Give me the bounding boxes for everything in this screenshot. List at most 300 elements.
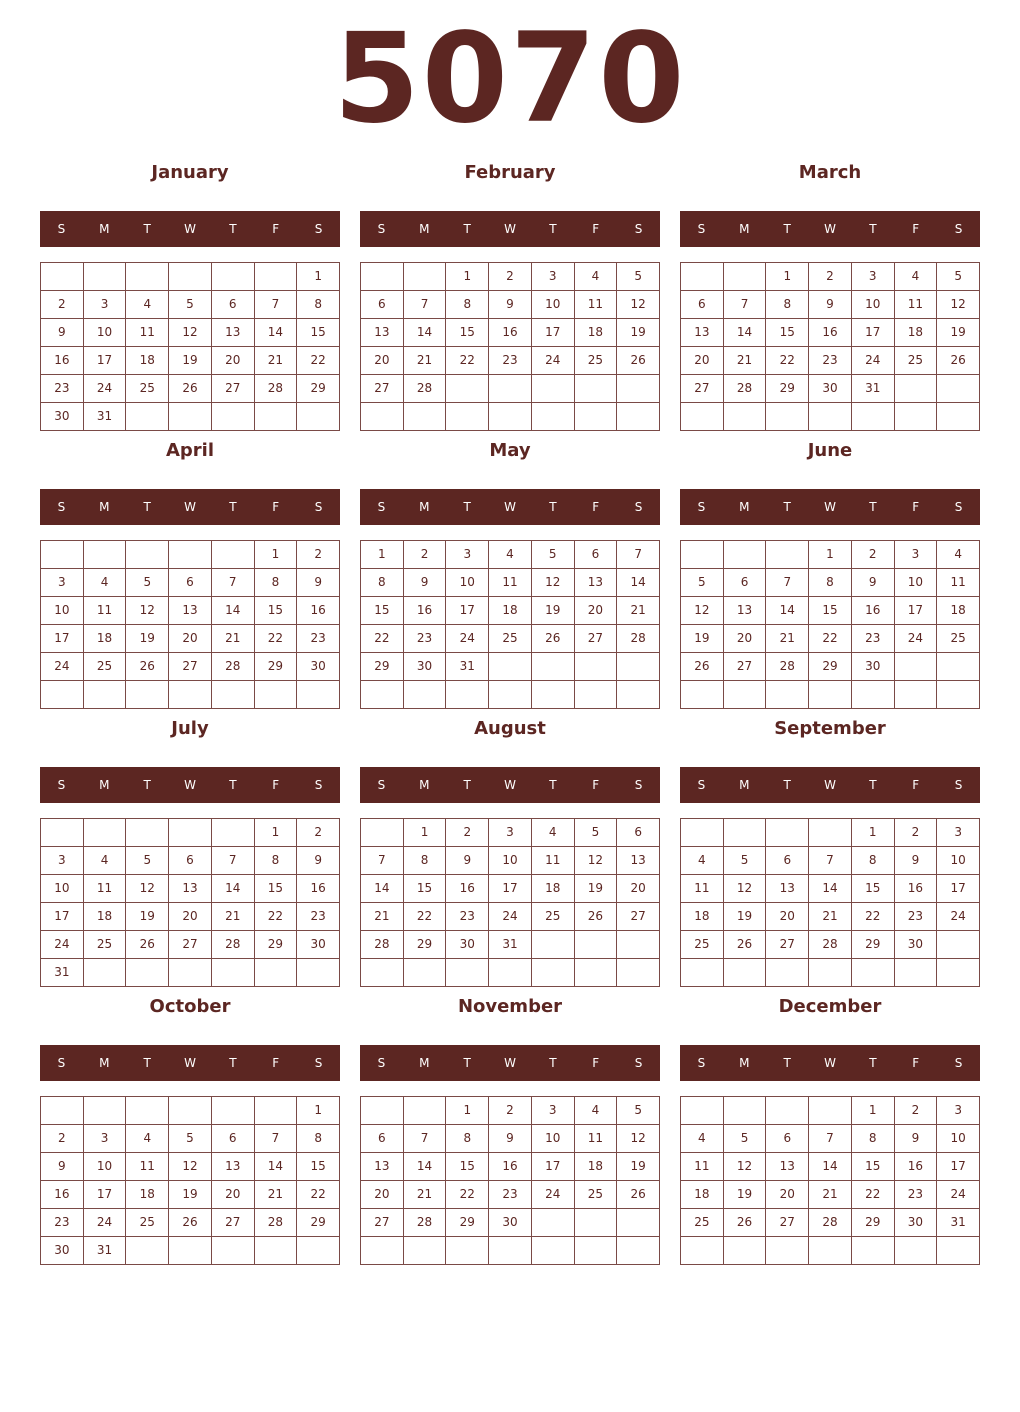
day-cell[interactable]: 22 [852, 1181, 895, 1209]
day-cell[interactable]: 14 [809, 1153, 852, 1181]
day-cell[interactable]: 2 [852, 541, 895, 569]
day-cell[interactable]: 1 [404, 819, 447, 847]
day-cell[interactable]: 6 [617, 819, 660, 847]
day-cell[interactable]: 26 [126, 653, 169, 681]
day-cell[interactable]: 10 [41, 597, 84, 625]
day-cell[interactable]: 3 [489, 819, 532, 847]
day-cell[interactable]: 15 [297, 1153, 340, 1181]
day-cell[interactable]: 26 [617, 1181, 660, 1209]
day-cell[interactable]: 18 [937, 597, 980, 625]
day-cell[interactable]: 25 [681, 931, 724, 959]
day-cell[interactable]: 7 [809, 1125, 852, 1153]
day-cell[interactable]: 28 [724, 375, 767, 403]
day-cell[interactable]: 8 [446, 1125, 489, 1153]
day-cell[interactable]: 19 [617, 1153, 660, 1181]
day-cell[interactable]: 30 [489, 1209, 532, 1237]
day-cell[interactable]: 11 [575, 291, 618, 319]
day-cell[interactable]: 24 [84, 1209, 127, 1237]
day-cell[interactable]: 30 [852, 653, 895, 681]
day-cell[interactable]: 3 [41, 569, 84, 597]
day-cell[interactable]: 12 [681, 597, 724, 625]
day-cell[interactable]: 29 [404, 931, 447, 959]
day-cell[interactable]: 24 [489, 903, 532, 931]
day-cell[interactable]: 23 [489, 1181, 532, 1209]
day-cell[interactable]: 4 [575, 1097, 618, 1125]
day-cell[interactable]: 10 [446, 569, 489, 597]
day-cell[interactable]: 27 [766, 931, 809, 959]
day-cell[interactable]: 10 [532, 1125, 575, 1153]
day-cell[interactable]: 28 [766, 653, 809, 681]
day-cell[interactable]: 29 [766, 375, 809, 403]
day-cell[interactable]: 17 [937, 1153, 980, 1181]
day-cell[interactable]: 20 [575, 597, 618, 625]
day-cell[interactable]: 5 [617, 1097, 660, 1125]
day-cell[interactable]: 17 [41, 625, 84, 653]
day-cell[interactable]: 13 [681, 319, 724, 347]
day-cell[interactable]: 25 [575, 347, 618, 375]
day-cell[interactable]: 15 [852, 1153, 895, 1181]
day-cell[interactable]: 22 [446, 347, 489, 375]
day-cell[interactable]: 2 [41, 1125, 84, 1153]
day-cell[interactable]: 18 [532, 875, 575, 903]
day-cell[interactable]: 15 [404, 875, 447, 903]
day-cell[interactable]: 16 [297, 875, 340, 903]
day-cell[interactable]: 21 [809, 903, 852, 931]
day-cell[interactable]: 22 [404, 903, 447, 931]
day-cell[interactable]: 5 [937, 263, 980, 291]
day-cell[interactable]: 6 [724, 569, 767, 597]
day-cell[interactable]: 13 [617, 847, 660, 875]
day-cell[interactable]: 5 [617, 263, 660, 291]
day-cell[interactable]: 27 [212, 375, 255, 403]
day-cell[interactable]: 22 [446, 1181, 489, 1209]
day-cell[interactable]: 14 [809, 875, 852, 903]
day-cell[interactable]: 17 [937, 875, 980, 903]
day-cell[interactable]: 5 [126, 569, 169, 597]
day-cell[interactable]: 9 [41, 319, 84, 347]
day-cell[interactable]: 23 [41, 1209, 84, 1237]
day-cell[interactable]: 26 [169, 1209, 212, 1237]
day-cell[interactable]: 26 [724, 931, 767, 959]
day-cell[interactable]: 6 [766, 847, 809, 875]
day-cell[interactable]: 11 [681, 875, 724, 903]
day-cell[interactable]: 15 [297, 319, 340, 347]
day-cell[interactable]: 9 [297, 569, 340, 597]
day-cell[interactable]: 23 [852, 625, 895, 653]
day-cell[interactable]: 14 [724, 319, 767, 347]
day-cell[interactable]: 6 [169, 847, 212, 875]
day-cell[interactable]: 2 [404, 541, 447, 569]
day-cell[interactable]: 31 [84, 403, 127, 431]
day-cell[interactable]: 25 [84, 653, 127, 681]
day-cell[interactable]: 21 [212, 903, 255, 931]
day-cell[interactable]: 18 [489, 597, 532, 625]
day-cell[interactable]: 16 [446, 875, 489, 903]
day-cell[interactable]: 2 [809, 263, 852, 291]
day-cell[interactable]: 13 [575, 569, 618, 597]
day-cell[interactable]: 14 [404, 1153, 447, 1181]
day-cell[interactable]: 3 [41, 847, 84, 875]
day-cell[interactable]: 11 [937, 569, 980, 597]
day-cell[interactable]: 11 [126, 319, 169, 347]
day-cell[interactable]: 4 [937, 541, 980, 569]
day-cell[interactable]: 3 [84, 1125, 127, 1153]
day-cell[interactable]: 16 [489, 319, 532, 347]
day-cell[interactable]: 21 [404, 347, 447, 375]
day-cell[interactable]: 8 [852, 1125, 895, 1153]
day-cell[interactable]: 12 [617, 1125, 660, 1153]
day-cell[interactable]: 11 [532, 847, 575, 875]
day-cell[interactable]: 30 [404, 653, 447, 681]
day-cell[interactable]: 13 [169, 875, 212, 903]
day-cell[interactable]: 25 [575, 1181, 618, 1209]
day-cell[interactable]: 26 [681, 653, 724, 681]
day-cell[interactable]: 9 [297, 847, 340, 875]
day-cell[interactable]: 1 [766, 263, 809, 291]
day-cell[interactable]: 16 [41, 1181, 84, 1209]
day-cell[interactable]: 5 [724, 847, 767, 875]
day-cell[interactable]: 4 [681, 1125, 724, 1153]
day-cell[interactable]: 31 [84, 1237, 127, 1265]
day-cell[interactable]: 26 [575, 903, 618, 931]
day-cell[interactable]: 30 [895, 1209, 938, 1237]
day-cell[interactable]: 25 [489, 625, 532, 653]
day-cell[interactable]: 16 [809, 319, 852, 347]
day-cell[interactable]: 17 [84, 347, 127, 375]
day-cell[interactable]: 10 [84, 1153, 127, 1181]
day-cell[interactable]: 8 [297, 291, 340, 319]
day-cell[interactable]: 17 [489, 875, 532, 903]
day-cell[interactable]: 30 [297, 931, 340, 959]
day-cell[interactable]: 7 [212, 569, 255, 597]
day-cell[interactable]: 23 [297, 625, 340, 653]
day-cell[interactable]: 6 [212, 291, 255, 319]
day-cell[interactable]: 7 [361, 847, 404, 875]
day-cell[interactable]: 31 [446, 653, 489, 681]
day-cell[interactable]: 9 [489, 1125, 532, 1153]
day-cell[interactable]: 16 [895, 1153, 938, 1181]
day-cell[interactable]: 5 [169, 1125, 212, 1153]
day-cell[interactable]: 27 [169, 931, 212, 959]
day-cell[interactable]: 20 [169, 903, 212, 931]
day-cell[interactable]: 29 [852, 1209, 895, 1237]
day-cell[interactable]: 13 [724, 597, 767, 625]
day-cell[interactable]: 3 [532, 1097, 575, 1125]
day-cell[interactable]: 2 [446, 819, 489, 847]
day-cell[interactable]: 24 [446, 625, 489, 653]
day-cell[interactable]: 24 [84, 375, 127, 403]
day-cell[interactable]: 7 [617, 541, 660, 569]
day-cell[interactable]: 22 [809, 625, 852, 653]
day-cell[interactable]: 19 [617, 319, 660, 347]
day-cell[interactable]: 17 [446, 597, 489, 625]
day-cell[interactable]: 6 [681, 291, 724, 319]
day-cell[interactable]: 21 [617, 597, 660, 625]
day-cell[interactable]: 26 [169, 375, 212, 403]
day-cell[interactable]: 16 [489, 1153, 532, 1181]
day-cell[interactable]: 14 [766, 597, 809, 625]
day-cell[interactable]: 6 [575, 541, 618, 569]
day-cell[interactable]: 30 [41, 1237, 84, 1265]
day-cell[interactable]: 21 [255, 1181, 298, 1209]
day-cell[interactable]: 19 [532, 597, 575, 625]
day-cell[interactable]: 28 [255, 375, 298, 403]
day-cell[interactable]: 27 [361, 375, 404, 403]
day-cell[interactable]: 5 [126, 847, 169, 875]
day-cell[interactable]: 27 [575, 625, 618, 653]
day-cell[interactable]: 29 [809, 653, 852, 681]
day-cell[interactable]: 11 [489, 569, 532, 597]
day-cell[interactable]: 1 [852, 819, 895, 847]
day-cell[interactable]: 4 [126, 291, 169, 319]
day-cell[interactable]: 24 [895, 625, 938, 653]
day-cell[interactable]: 1 [361, 541, 404, 569]
day-cell[interactable]: 30 [41, 403, 84, 431]
day-cell[interactable]: 13 [212, 1153, 255, 1181]
day-cell[interactable]: 17 [532, 1153, 575, 1181]
day-cell[interactable]: 15 [361, 597, 404, 625]
day-cell[interactable]: 23 [809, 347, 852, 375]
day-cell[interactable]: 2 [895, 1097, 938, 1125]
day-cell[interactable]: 17 [532, 319, 575, 347]
day-cell[interactable]: 27 [681, 375, 724, 403]
day-cell[interactable]: 10 [937, 1125, 980, 1153]
day-cell[interactable]: 20 [766, 903, 809, 931]
day-cell[interactable]: 2 [489, 1097, 532, 1125]
day-cell[interactable]: 2 [297, 541, 340, 569]
day-cell[interactable]: 12 [617, 291, 660, 319]
day-cell[interactable]: 11 [895, 291, 938, 319]
day-cell[interactable]: 13 [361, 319, 404, 347]
day-cell[interactable]: 18 [575, 319, 618, 347]
day-cell[interactable]: 16 [297, 597, 340, 625]
day-cell[interactable]: 4 [532, 819, 575, 847]
day-cell[interactable]: 9 [895, 1125, 938, 1153]
day-cell[interactable]: 12 [169, 1153, 212, 1181]
day-cell[interactable]: 28 [404, 1209, 447, 1237]
day-cell[interactable]: 12 [724, 875, 767, 903]
day-cell[interactable]: 10 [41, 875, 84, 903]
day-cell[interactable]: 31 [852, 375, 895, 403]
day-cell[interactable]: 20 [212, 1181, 255, 1209]
day-cell[interactable]: 10 [489, 847, 532, 875]
day-cell[interactable]: 14 [255, 1153, 298, 1181]
day-cell[interactable]: 22 [361, 625, 404, 653]
day-cell[interactable]: 15 [766, 319, 809, 347]
day-cell[interactable]: 23 [41, 375, 84, 403]
day-cell[interactable]: 8 [766, 291, 809, 319]
day-cell[interactable]: 25 [681, 1209, 724, 1237]
day-cell[interactable]: 8 [404, 847, 447, 875]
day-cell[interactable]: 18 [681, 1181, 724, 1209]
day-cell[interactable]: 24 [532, 1181, 575, 1209]
day-cell[interactable]: 8 [809, 569, 852, 597]
day-cell[interactable]: 27 [724, 653, 767, 681]
day-cell[interactable]: 10 [937, 847, 980, 875]
day-cell[interactable]: 19 [937, 319, 980, 347]
day-cell[interactable]: 18 [84, 903, 127, 931]
day-cell[interactable]: 27 [361, 1209, 404, 1237]
day-cell[interactable]: 25 [532, 903, 575, 931]
day-cell[interactable]: 29 [297, 1209, 340, 1237]
day-cell[interactable]: 17 [84, 1181, 127, 1209]
day-cell[interactable]: 27 [169, 653, 212, 681]
day-cell[interactable]: 25 [895, 347, 938, 375]
day-cell[interactable]: 5 [724, 1125, 767, 1153]
day-cell[interactable]: 3 [852, 263, 895, 291]
day-cell[interactable]: 20 [361, 347, 404, 375]
day-cell[interactable]: 8 [361, 569, 404, 597]
day-cell[interactable]: 10 [532, 291, 575, 319]
day-cell[interactable]: 29 [255, 653, 298, 681]
day-cell[interactable]: 26 [724, 1209, 767, 1237]
day-cell[interactable]: 4 [681, 847, 724, 875]
day-cell[interactable]: 23 [895, 903, 938, 931]
day-cell[interactable]: 5 [532, 541, 575, 569]
day-cell[interactable]: 19 [126, 903, 169, 931]
day-cell[interactable]: 19 [724, 1181, 767, 1209]
day-cell[interactable]: 14 [617, 569, 660, 597]
day-cell[interactable]: 19 [126, 625, 169, 653]
day-cell[interactable]: 19 [681, 625, 724, 653]
day-cell[interactable]: 3 [446, 541, 489, 569]
day-cell[interactable]: 6 [212, 1125, 255, 1153]
day-cell[interactable]: 26 [937, 347, 980, 375]
day-cell[interactable]: 10 [84, 319, 127, 347]
day-cell[interactable]: 23 [297, 903, 340, 931]
day-cell[interactable]: 15 [446, 1153, 489, 1181]
day-cell[interactable]: 9 [41, 1153, 84, 1181]
day-cell[interactable]: 7 [212, 847, 255, 875]
day-cell[interactable]: 12 [937, 291, 980, 319]
day-cell[interactable]: 27 [766, 1209, 809, 1237]
day-cell[interactable]: 9 [895, 847, 938, 875]
day-cell[interactable]: 13 [766, 875, 809, 903]
day-cell[interactable]: 12 [126, 597, 169, 625]
day-cell[interactable]: 23 [446, 903, 489, 931]
day-cell[interactable]: 20 [617, 875, 660, 903]
day-cell[interactable]: 22 [297, 1181, 340, 1209]
day-cell[interactable]: 29 [852, 931, 895, 959]
day-cell[interactable]: 27 [212, 1209, 255, 1237]
day-cell[interactable]: 1 [809, 541, 852, 569]
day-cell[interactable]: 7 [724, 291, 767, 319]
day-cell[interactable]: 28 [255, 1209, 298, 1237]
day-cell[interactable]: 20 [724, 625, 767, 653]
day-cell[interactable]: 16 [404, 597, 447, 625]
day-cell[interactable]: 7 [809, 847, 852, 875]
day-cell[interactable]: 29 [446, 1209, 489, 1237]
day-cell[interactable]: 11 [681, 1153, 724, 1181]
day-cell[interactable]: 10 [852, 291, 895, 319]
day-cell[interactable]: 12 [126, 875, 169, 903]
day-cell[interactable]: 30 [446, 931, 489, 959]
day-cell[interactable]: 24 [937, 1181, 980, 1209]
day-cell[interactable]: 19 [575, 875, 618, 903]
day-cell[interactable]: 31 [937, 1209, 980, 1237]
day-cell[interactable]: 25 [937, 625, 980, 653]
day-cell[interactable]: 4 [575, 263, 618, 291]
day-cell[interactable]: 30 [809, 375, 852, 403]
day-cell[interactable]: 13 [361, 1153, 404, 1181]
day-cell[interactable]: 12 [575, 847, 618, 875]
day-cell[interactable]: 30 [297, 653, 340, 681]
day-cell[interactable]: 8 [852, 847, 895, 875]
day-cell[interactable]: 15 [809, 597, 852, 625]
day-cell[interactable]: 24 [532, 347, 575, 375]
day-cell[interactable]: 5 [681, 569, 724, 597]
day-cell[interactable]: 18 [126, 347, 169, 375]
day-cell[interactable]: 6 [766, 1125, 809, 1153]
day-cell[interactable]: 7 [255, 1125, 298, 1153]
day-cell[interactable]: 1 [297, 263, 340, 291]
day-cell[interactable]: 28 [809, 1209, 852, 1237]
day-cell[interactable]: 15 [255, 597, 298, 625]
day-cell[interactable]: 19 [724, 903, 767, 931]
day-cell[interactable]: 8 [255, 847, 298, 875]
day-cell[interactable]: 6 [361, 291, 404, 319]
day-cell[interactable]: 23 [404, 625, 447, 653]
day-cell[interactable]: 4 [895, 263, 938, 291]
day-cell[interactable]: 2 [895, 819, 938, 847]
day-cell[interactable]: 24 [852, 347, 895, 375]
day-cell[interactable]: 13 [766, 1153, 809, 1181]
day-cell[interactable]: 20 [212, 347, 255, 375]
day-cell[interactable]: 15 [852, 875, 895, 903]
day-cell[interactable]: 16 [852, 597, 895, 625]
day-cell[interactable]: 1 [446, 263, 489, 291]
day-cell[interactable]: 17 [895, 597, 938, 625]
day-cell[interactable]: 11 [84, 597, 127, 625]
day-cell[interactable]: 1 [297, 1097, 340, 1125]
day-cell[interactable]: 21 [255, 347, 298, 375]
day-cell[interactable]: 19 [169, 1181, 212, 1209]
day-cell[interactable]: 18 [895, 319, 938, 347]
day-cell[interactable]: 24 [41, 931, 84, 959]
day-cell[interactable]: 8 [446, 291, 489, 319]
day-cell[interactable]: 1 [255, 541, 298, 569]
day-cell[interactable]: 15 [446, 319, 489, 347]
day-cell[interactable]: 28 [617, 625, 660, 653]
day-cell[interactable]: 7 [404, 291, 447, 319]
day-cell[interactable]: 14 [212, 597, 255, 625]
day-cell[interactable]: 11 [84, 875, 127, 903]
day-cell[interactable]: 20 [766, 1181, 809, 1209]
day-cell[interactable]: 21 [212, 625, 255, 653]
day-cell[interactable]: 21 [724, 347, 767, 375]
day-cell[interactable]: 10 [895, 569, 938, 597]
day-cell[interactable]: 31 [489, 931, 532, 959]
day-cell[interactable]: 14 [361, 875, 404, 903]
day-cell[interactable]: 8 [297, 1125, 340, 1153]
day-cell[interactable]: 5 [169, 291, 212, 319]
day-cell[interactable]: 26 [617, 347, 660, 375]
day-cell[interactable]: 30 [895, 931, 938, 959]
day-cell[interactable]: 26 [126, 931, 169, 959]
day-cell[interactable]: 15 [255, 875, 298, 903]
day-cell[interactable]: 3 [532, 263, 575, 291]
day-cell[interactable]: 9 [404, 569, 447, 597]
day-cell[interactable]: 14 [255, 319, 298, 347]
day-cell[interactable]: 7 [404, 1125, 447, 1153]
day-cell[interactable]: 4 [84, 847, 127, 875]
day-cell[interactable]: 26 [532, 625, 575, 653]
day-cell[interactable]: 25 [84, 931, 127, 959]
day-cell[interactable]: 18 [126, 1181, 169, 1209]
day-cell[interactable]: 3 [937, 819, 980, 847]
day-cell[interactable]: 1 [255, 819, 298, 847]
day-cell[interactable]: 5 [575, 819, 618, 847]
